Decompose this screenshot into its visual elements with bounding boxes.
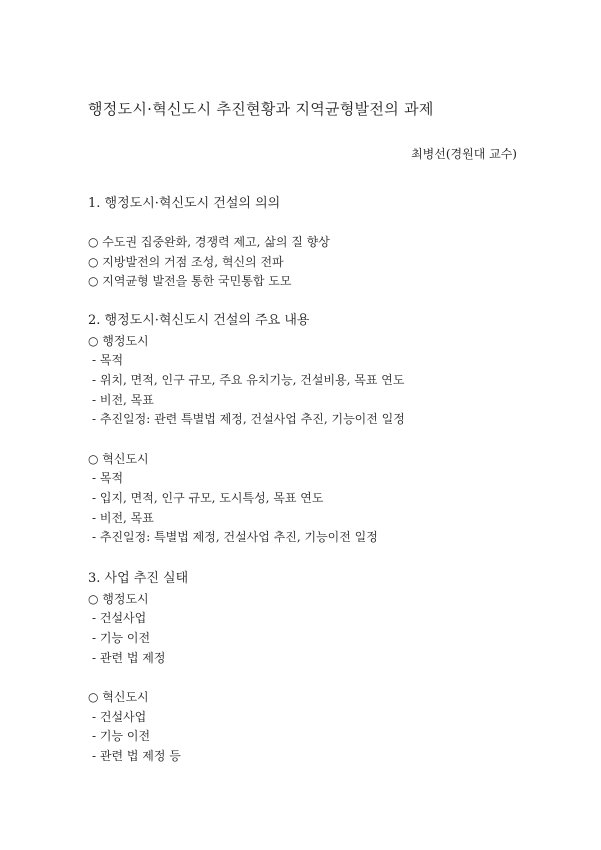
list-item: - 건설사업 <box>92 709 147 724</box>
group-label-innovation-city: ○ 혁신도시 <box>88 690 149 705</box>
section-heading-1: 1. 행정도시·혁신도시 건설의 의의 <box>88 196 281 211</box>
list-item: - 입지, 면적, 인구 규모, 도시특성, 목표 연도 <box>92 490 324 505</box>
list-item: - 비전, 목표 <box>92 392 154 407</box>
section-1-item: ○ 지방발전의 거점 조성, 혁신의 전파 <box>88 254 284 269</box>
group-label-admin-city: ○ 행정도시 <box>88 591 149 606</box>
list-item: - 목적 <box>92 471 124 486</box>
section-heading-2: 2. 행정도시·혁신도시 건설의 주요 내용 <box>88 312 310 328</box>
list-item: - 관련 법 제정 <box>92 650 166 665</box>
list-item: - 위치, 면적, 인구 규모, 주요 유치기능, 건설비용, 목표 연도 <box>92 372 405 387</box>
list-item: - 기능 이전 <box>92 630 151 645</box>
list-item: - 기능 이전 <box>92 729 151 744</box>
list-item: - 관련 법 제정 등 <box>92 748 181 763</box>
document-title: 행정도시·혁신도시 추진현황과 지역균형발전의 과제 <box>88 100 434 118</box>
section-1-item: ○ 수도권 집중완화, 경쟁력 제고, 삶의 질 향상 <box>88 235 330 249</box>
group-label-innovation-city: ○ 혁신도시 <box>88 451 149 466</box>
list-item: - 추진일정: 특별법 제정, 건설사업 추진, 기능이전 일정 <box>92 530 378 545</box>
list-item: - 건설사업 <box>92 611 147 626</box>
author-line: 최병선(경원대 교수) <box>411 147 517 161</box>
section-1-item: ○ 지역균형 발전을 통한 국민통합 도모 <box>88 274 292 289</box>
list-item: - 추진일정: 관련 특별법 제정, 건설사업 추진, 기능이전 일정 <box>92 412 405 427</box>
document-body <box>88 193 528 766</box>
list-item: - 목적 <box>92 353 124 368</box>
list-item: - 비전, 목표 <box>92 510 154 525</box>
section-heading-3: 3. 사업 추진 실태 <box>88 570 189 586</box>
group-label-admin-city: ○ 행정도시 <box>88 333 149 348</box>
